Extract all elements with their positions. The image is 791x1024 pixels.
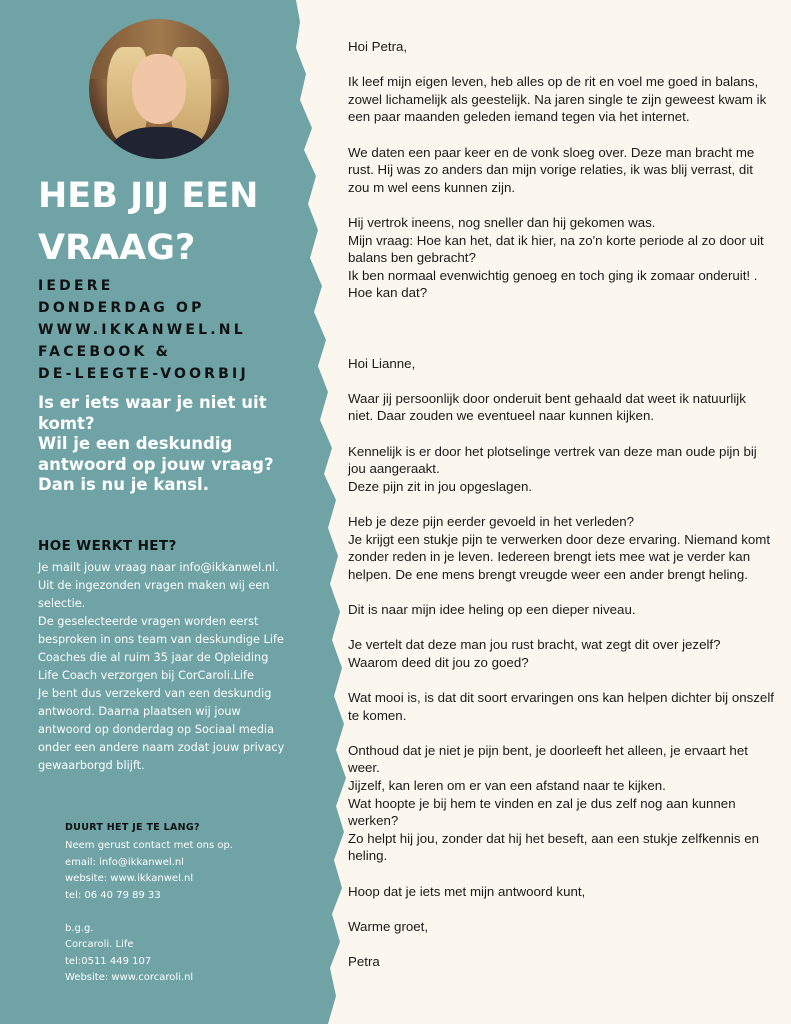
how-line: besproken in ons team van deskundige Life [38,633,284,646]
headline-line: VRAAG? [38,228,196,268]
letter-paragraph [348,742,786,865]
letter-line: Heb je deze pijn eerder gevoeld in het verleden? [348,514,635,530]
letter-line: Onthoud dat je niet je pijn bent, je doorleeft het alleen, je ervaart het [348,742,748,758]
question-text [38,393,298,496]
letter-line: Ik ben normaal evenwichtig genoeg en toch ging ik zomaar onderuit! . [348,267,758,283]
letter-line: Je vertelt dat deze man jou rust bracht, wat zegt dit over jezelf? [348,637,721,653]
letter-paragraph [348,443,786,496]
letter-line: weer. [348,760,380,776]
contact-website[interactable]: website: www.ikkanwel.nl [65,873,194,884]
letter-line: Wat hoopte je bij hem te vinden en zal je dus zelf nog aan kunnen [348,795,736,811]
letter-line: zou m wel eens kunnen zijn. [348,179,516,195]
contact-line: Corcaroli. Life [65,939,134,950]
schedule-line: FACEBOOK & [38,344,172,360]
letter-line: We daten een paar keer en de vonk sloeg over. Deze man bracht me [348,144,755,160]
letter-line: Hij vertrok ineens, nog sneller dan hij gekomen was. [348,214,656,230]
letter-line: Hoi Lianne, [348,355,416,371]
how-line: selectie. [38,597,86,610]
letter-line: rust. Hij was zo anders dan mijn vorige relaties, ik was blij verrast, dit [348,162,753,178]
how-line: De geselecteerde vragen worden eerst [38,615,259,628]
letter-paragraph [348,953,786,971]
letter-line: jou aangeraakt. [348,461,440,477]
letter-line: Zo helpt hij jou, zonder dat hij het beseft, aan een stukje zelfkennis en [348,830,759,846]
letter-line: Mijn vraag: Hoe kan het, dat ik hier, na zo'n korte periode al zo door uit [348,232,764,248]
letter-line: zowel lichamelijk als geestelijk. Na jaren single te zijn geweest kwam ik [348,91,767,107]
letter-paragraph [348,918,786,936]
how-line: Je mailt jouw vraag naar info@ikkanwel.nl. [38,561,279,574]
question-line: Wil je een deskundig [38,434,233,453]
how-line: Je bent dus verzekerd van een deskundig [38,687,272,700]
letter-paragraph [348,144,786,197]
letter-line: Deze pijn zit in jou opgeslagen. [348,478,533,494]
how-line: Life Coach verzorgen bij CorCaroli.Life [38,669,254,682]
contact-website[interactable]: Website: www.corcaroli.nl [65,972,194,983]
letter-line: helpen. De ene mens brengt vreugde weer een ander brengt heling. [348,566,748,582]
schedule-line: DONDERDAG OP [38,300,205,316]
letter-line: zonder reden in je leven. Iedereen brengt iets mee wat je verder kan [348,549,751,565]
letter-paragraph [348,689,786,724]
letter-line: Waar jij persoonlijk door onderuit bent gehaald dat weet ik natuurlijk [348,390,746,406]
schedule-line: DE-LEEGTE-VOORBIJ [38,366,249,382]
letter-paragraph [348,38,786,56]
contact-phone: tel: 06 40 79 89 33 [65,889,161,901]
letter-line: Ik leef mijn eigen leven, heb alles op de rit en voel me goed in balans, [348,74,759,90]
question-line: komt? [38,413,95,433]
letter-line: Wat mooi is, is dat dit soort ervaringen ons kan helpen dichter bij onszelf [348,689,774,705]
letter-line: heling. [348,848,388,864]
letter-paragraph [348,883,786,901]
schedule-text [38,275,298,385]
letter-line: Hoi Petra, [348,39,408,54]
contact-title: DUURT HET JE TE LANG? [65,822,200,833]
how-line: antwoord op donderdag op Sociaal media [38,723,274,736]
letter-line: te komen. [348,707,407,723]
question-line: antwoord op jouw vraag? [38,454,274,474]
letter-paragraph [348,73,786,126]
contact-line: b.g.g. [65,922,94,934]
letter-line: een paar maanden geleden iemand tegen via het internet. [348,109,690,125]
letter-line: niet. Daar zouden we eventueel naar kunnen kijken. [348,408,655,424]
contact-email[interactable]: email: info@ikkanwel.nl [65,856,184,868]
contact-body [65,838,233,987]
how-it-works-title: HOE WERKT HET? [38,538,177,554]
letter-paragraph [348,636,786,671]
headline [38,170,298,274]
letter-body [348,38,786,988]
letter-line: Dit is naar mijn idee heling op een dieper niveau. [348,602,636,617]
letter-line: Hoop dat je iets met mijn antwoord kunt, [348,883,586,899]
schedule-line: WWW.IKKANWEL.NL [38,322,246,338]
letter-line: werken? [348,813,399,829]
contact-spacer [65,904,233,921]
letter-paragraph [348,320,786,338]
letter-line: balans ben gebracht? [348,250,476,266]
how-line: gewaarborgd blijft. [38,759,145,772]
letter-paragraph [348,601,786,619]
question-line: Dan is nu je kansl. [38,475,209,494]
letter-line: Waarom deed dit jou zo goed? [348,654,529,670]
question-line: Is er iets waar je niet uit [38,393,267,412]
contact-line: Neem gerust contact met ons op. [65,840,234,851]
letter-line: Je krijgt een stukje pijn te verwerken door deze ervaring. Niemand komt [348,531,771,547]
how-line: onder een andere naam zodat jouw privacy [38,741,285,754]
letter-line: Petra [348,953,380,969]
letter-line [348,320,786,338]
letter-line: Jijzelf, kan leren om er van een afstand naar te kijken. [348,777,666,793]
letter-line: Kennelijk is er door het plotselinge vertrek van deze man oude pijn bij [348,443,757,459]
profile-photo [89,19,229,159]
contact-phone: tel:0511 449 107 [65,955,152,967]
how-line: Uit de ingezonden vragen maken wij een [38,579,270,592]
letter-line: Hoe kan dat? [348,285,428,301]
headline-line: HEB JIJ EEN [38,176,259,216]
schedule-line: IEDERE [38,278,114,294]
letter-paragraph [348,390,786,425]
letter-line: Warme groet, [348,918,429,934]
how-it-works-body [38,559,300,775]
letter-paragraph [348,355,786,373]
how-line: antwoord. Daarna plaatsen wij jouw [38,705,241,718]
letter-paragraph [348,214,786,302]
how-line: Coaches die al ruim 35 jaar de Opleiding [38,651,269,664]
letter-paragraph [348,513,786,583]
